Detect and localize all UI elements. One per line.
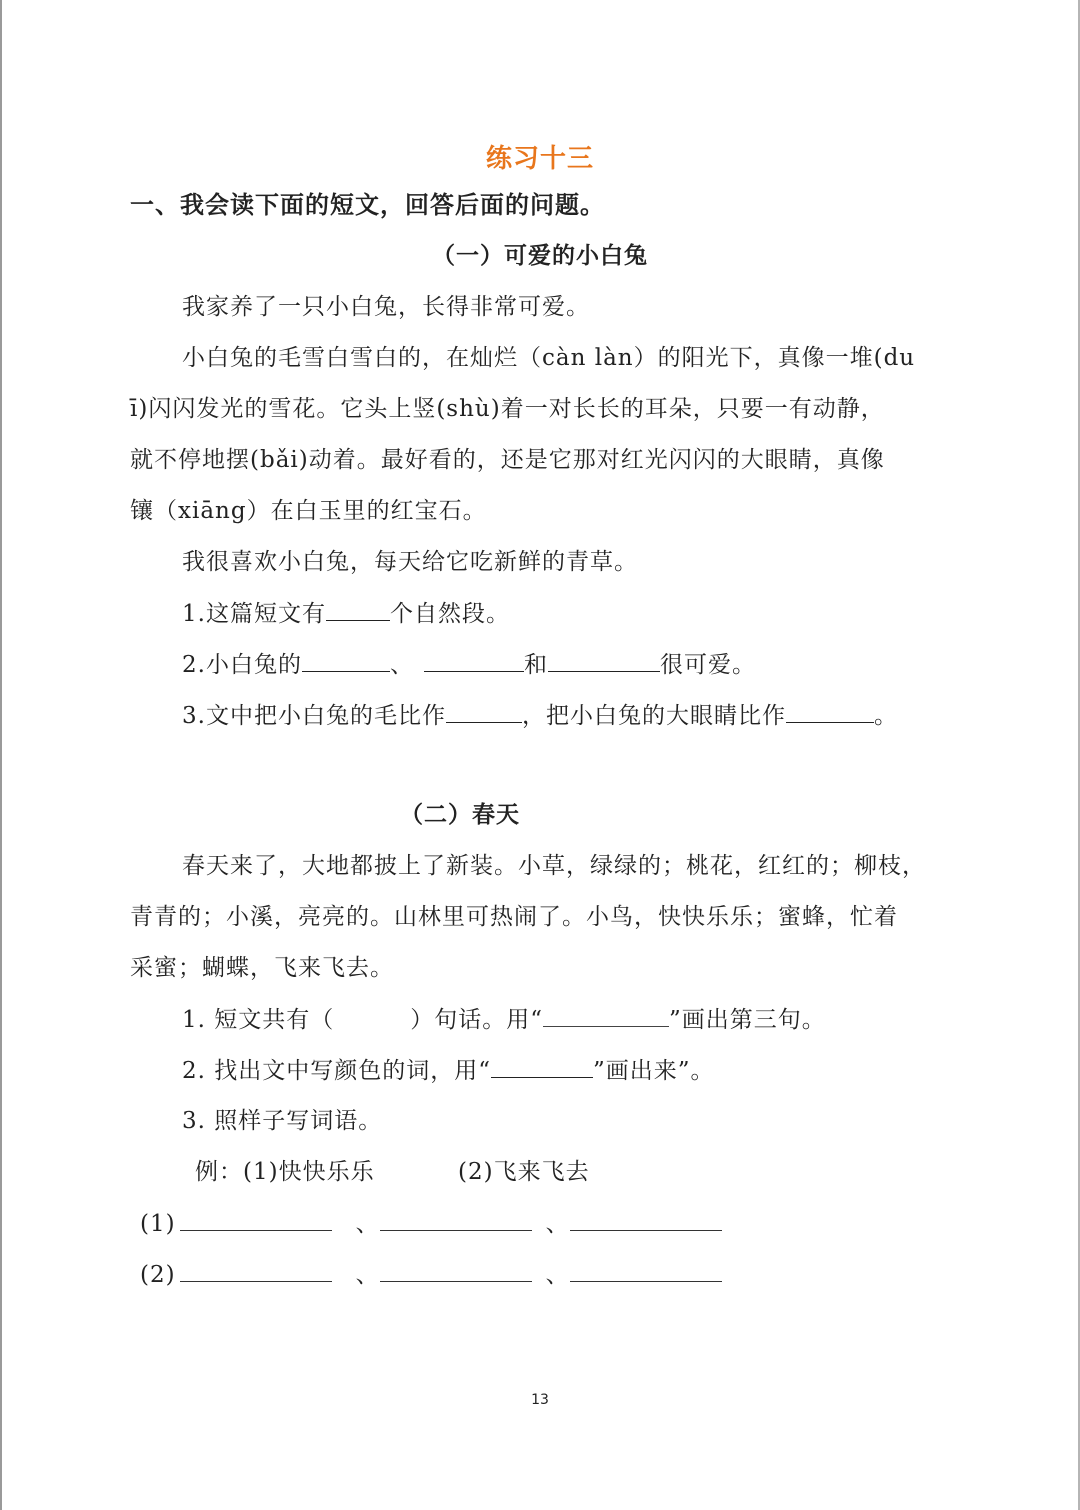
answer-blank[interactable] bbox=[570, 1208, 722, 1231]
part1-question-3 bbox=[182, 700, 898, 731]
answer-blank[interactable] bbox=[491, 1055, 593, 1078]
answer-blank[interactable] bbox=[302, 649, 390, 672]
row-sep: 、 bbox=[545, 1211, 570, 1237]
answer-blank[interactable] bbox=[424, 649, 524, 672]
part2-question-1 bbox=[182, 1004, 826, 1035]
q1-text-pre: 1. 短文共有（ bbox=[182, 1007, 335, 1033]
part2-title: （二）春天 bbox=[400, 801, 520, 828]
part1-paragraph-2-line-3: 就不停地摆(bǎi)动着。最好看的，还是它那对红光闪闪的大眼睛，真像 bbox=[130, 447, 885, 473]
example-2: (2)飞来飞去 bbox=[458, 1159, 590, 1185]
answer-blank[interactable] bbox=[786, 700, 874, 723]
q1-text-mid: ）句话。用“ bbox=[410, 1007, 544, 1033]
row-label: (1) bbox=[140, 1211, 176, 1237]
row-sep: 、 bbox=[545, 1262, 570, 1288]
section-heading: 一、我会读下面的短文，回答后面的问题。 bbox=[130, 191, 605, 219]
q2-sep-2: 和 bbox=[523, 652, 548, 678]
answer-blank[interactable] bbox=[446, 700, 522, 723]
page-number: 13 bbox=[531, 1392, 549, 1408]
answer-blank[interactable] bbox=[180, 1259, 332, 1282]
example-1: 例：(1)快快乐乐 bbox=[195, 1159, 375, 1185]
answer-blank[interactable] bbox=[543, 1004, 669, 1027]
page-title: 练习十三 bbox=[485, 144, 594, 174]
answer-row-2 bbox=[140, 1259, 722, 1290]
answer-blank[interactable] bbox=[548, 649, 660, 672]
row-sep: 、 bbox=[355, 1211, 380, 1237]
answer-blank[interactable] bbox=[380, 1259, 532, 1282]
answer-blank[interactable] bbox=[326, 598, 390, 621]
part2-paragraph-line-1: 春天来了，大地都披上了新装。小草，绿绿的；桃花，红红的；柳枝， bbox=[182, 853, 926, 879]
part2-question-3: 3. 照样子写词语。 bbox=[182, 1108, 383, 1134]
q3-text-post: 。 bbox=[873, 703, 898, 729]
answer-row-1 bbox=[140, 1208, 722, 1239]
q3-text-mid: ，把小白兔的大眼睛比作 bbox=[521, 703, 786, 729]
row-sep: 、 bbox=[355, 1262, 380, 1288]
part1-paragraph-3: 我很喜欢小白兔，每天给它吃新鲜的青草。 bbox=[182, 549, 638, 575]
q3-text-pre: 3.文中把小白兔的毛比作 bbox=[182, 703, 446, 729]
answer-blank[interactable] bbox=[570, 1259, 722, 1282]
answer-blank[interactable] bbox=[380, 1208, 532, 1231]
answer-blank[interactable] bbox=[180, 1208, 332, 1231]
part1-paragraph-2-line-4: 镶（xiāng）在白玉里的红宝石。 bbox=[130, 498, 487, 524]
page-left-edge bbox=[0, 0, 2, 1510]
q1-text-post: ”画出第三句。 bbox=[669, 1007, 826, 1033]
part1-paragraph-2-line-2: ī)闪闪发光的雪花。它头上竖(shù)着一对长长的耳朵，只要一有动静， bbox=[130, 396, 885, 422]
q2-text-pre: 2.小白兔的 bbox=[182, 652, 302, 678]
part2-paragraph-line-3: 采蜜；蝴蝶，飞来飞去。 bbox=[130, 955, 394, 981]
q2-text-post: ”画出来”。 bbox=[593, 1058, 715, 1084]
part2-paragraph-line-2: 青青的；小溪，亮亮的。山林里可热闹了。小鸟，快快乐乐；蜜蜂，忙着 bbox=[130, 904, 898, 930]
q1-text-post: 个自然段。 bbox=[389, 601, 510, 627]
part2-question-2 bbox=[182, 1055, 715, 1086]
part1-title: （一）可爱的小白兔 bbox=[432, 242, 648, 269]
row-label: (2) bbox=[140, 1262, 176, 1288]
part1-paragraph-1: 我家养了一只小白兔，长得非常可爱。 bbox=[182, 294, 590, 320]
q2-sep-1: 、 bbox=[389, 652, 414, 678]
part1-question-2 bbox=[182, 649, 756, 680]
part1-question-1 bbox=[182, 598, 510, 629]
part1-paragraph-2-line-1: 小白兔的毛雪白雪白的，在灿烂（càn làn）的阳光下，真像一堆(du bbox=[182, 345, 916, 371]
q2-text-pre: 2. 找出文中写颜色的词，用“ bbox=[182, 1058, 492, 1084]
q1-text-pre: 1.这篇短文有 bbox=[182, 601, 326, 627]
q2-text-post: 很可爱。 bbox=[659, 652, 756, 678]
